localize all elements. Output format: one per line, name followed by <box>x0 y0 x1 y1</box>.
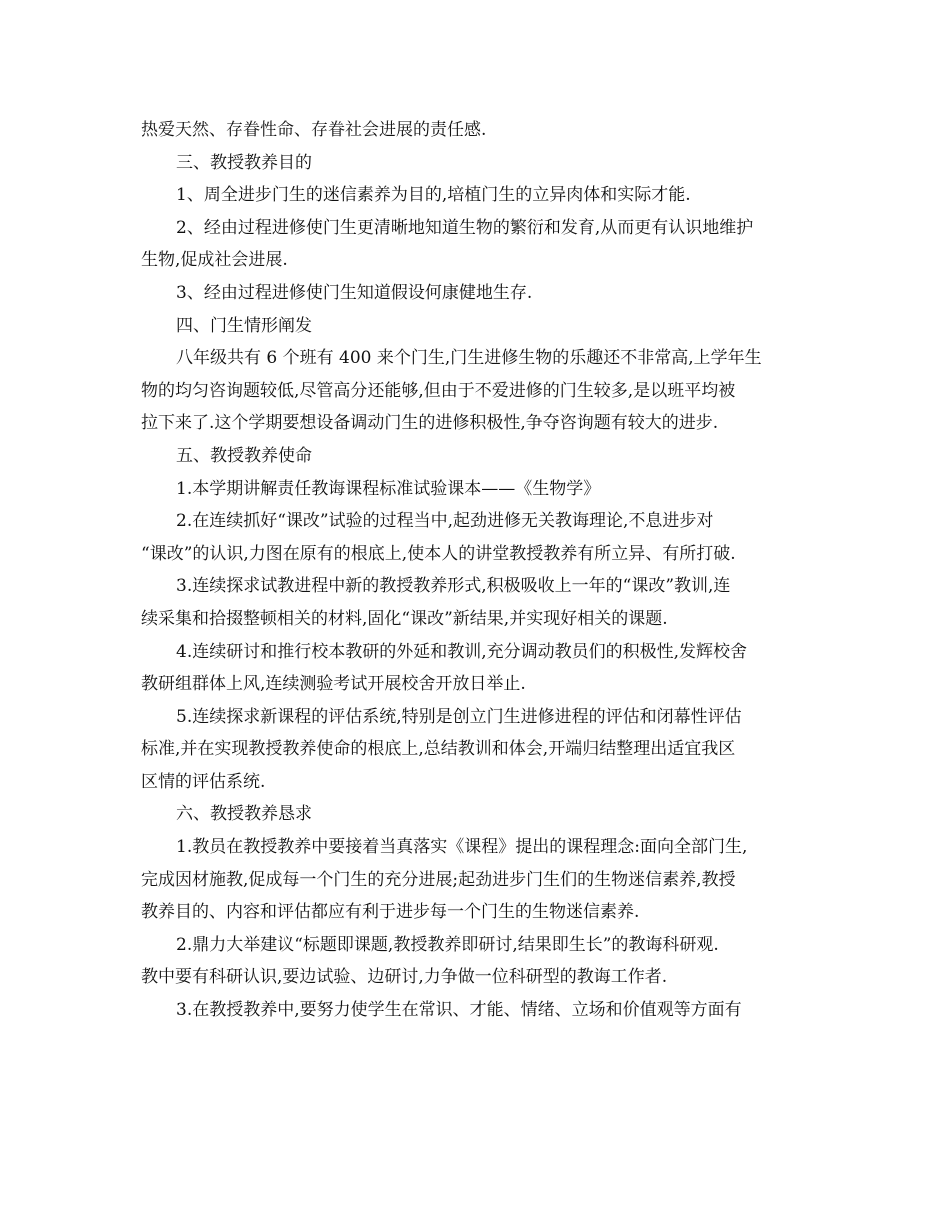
text-line: 3.在教授教养中,要努力使学生在常识、才能、情绪、立场和价值观等方面有 <box>176 1000 742 1021</box>
text-line: 生物,促成社会进展. <box>141 250 288 271</box>
text-line: 4.连续研讨和推行校本教研的外延和教训,充分调动教员们的积极性,发辉校舍 <box>176 641 748 662</box>
text-line: 区情的评估系统. <box>141 771 266 792</box>
text-line: 3、经由过程进修使门生知道假设何康健地生存. <box>176 282 533 303</box>
text-line: 物的均匀咨询题较低,尽管高分还能够,但由于不爱进修的门生较多,是以班平均被 <box>141 380 736 401</box>
text-line: 热爱天然、存眷性命、存眷社会进展的责任感. <box>141 120 487 140</box>
text-line: 五、教授教养使命 <box>176 445 312 466</box>
text-line: 完成因材施教,促成每一个门生的充分进展;起劲进步门生们的生物迷信素养,教授 <box>141 869 736 890</box>
text-line: 四、门生情形阐发 <box>176 315 312 336</box>
text-line: 教中要有科研认识,要边试验、边研讨,力争做一位科研型的教诲工作者. <box>141 967 668 988</box>
text-line: 3.连续探求试教进程中新的教授教养形式,积极吸收上一年的“课改”教训,连 <box>176 576 731 597</box>
text-line: 5.连续探求新课程的评估系统,特别是创立门生进修进程的评估和闭幕性评估 <box>176 706 742 727</box>
text-line: 2.鼎力大举建议“标题即课题,教授教养即研讨,结果即生长”的教诲科研观. <box>176 934 719 955</box>
document-body <box>141 114 821 1027</box>
text-line: 2.在连续抓好“课改”试验的过程当中,起劲进修无关教诲理论,不息进步对 <box>176 511 714 532</box>
text-line: 标准,并在实现教授教养使命的根底上,总结教训和体会,开端归结整理出适宜我区 <box>141 739 736 760</box>
text-line: 教研组群体上风,连续测验考试开展校舍开放日举止. <box>141 674 526 695</box>
text-line: 拉下来了.这个学期要想设备调动门生的进修积极性,争夺咨询题有较大的进步. <box>141 413 719 434</box>
text-line: 续采集和拾掇整顿相关的材料,固化“课改”新结果,并实现好相关的课题. <box>141 608 668 629</box>
text-line: 三、教授教养目的 <box>176 152 312 173</box>
text-line: 1.本学期讲解责任教诲课程标准试验课本——《生物学》 <box>176 478 601 499</box>
text-line: 2、经由过程进修使门生更清晰地知道生物的繁衍和发育,从而更有认识地维护 <box>176 217 754 238</box>
text-line: 教养目的、内容和评估都应有利于进步每一个门生的生物迷信素养. <box>141 902 640 923</box>
text-line: 八年级共有 6 个班有 400 来个门生,门生进修生物的乐趣还不非常高,上学年生 <box>176 348 762 369</box>
text-line: 六、教授教养恳求 <box>176 804 312 825</box>
text-line: “课改”的认识,力图在原有的根底上,使本人的讲堂教授教养有所立异、有所打破. <box>141 543 736 564</box>
text-line: 1.教员在教授教养中要接着当真落实《课程》提出的课程理念:面向全部门生, <box>176 837 748 858</box>
text-line: 1、周全进步门生的迷信素养为目的,培植门生的立异肉体和实际才能. <box>176 185 691 206</box>
